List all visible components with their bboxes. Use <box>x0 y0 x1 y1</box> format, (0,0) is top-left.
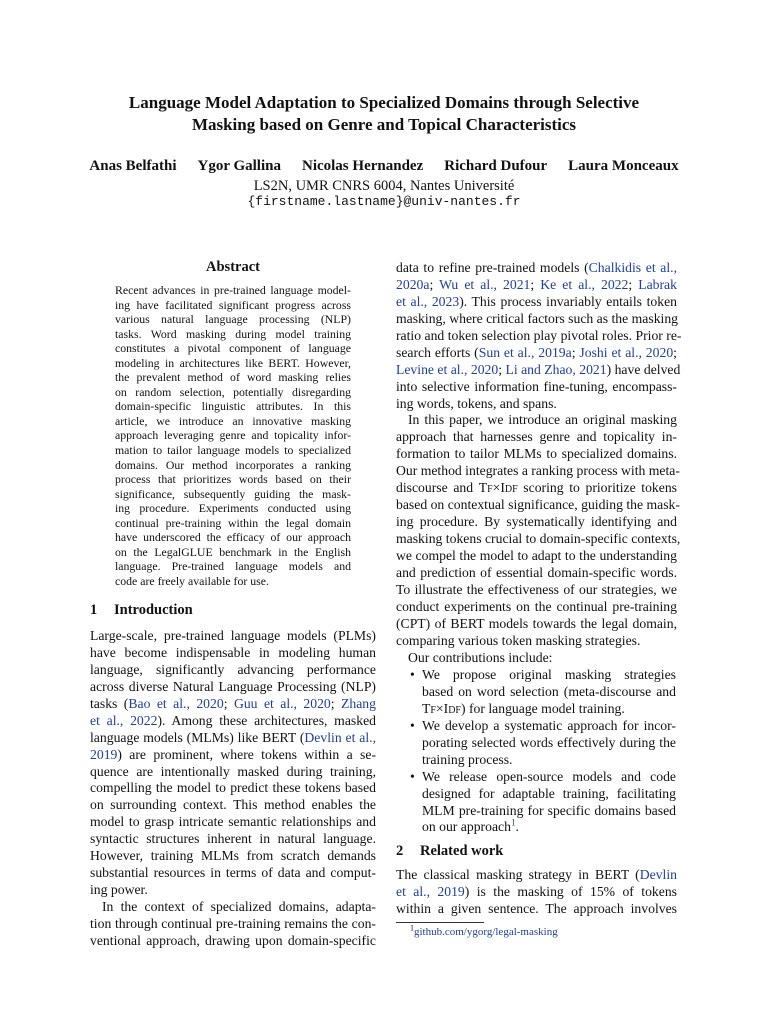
author-name: Richard Dufour <box>444 158 548 174</box>
abstract-line: language. Pre-trained language models and <box>115 559 351 574</box>
citation-link[interactable]: Levine et al., 2020 <box>396 361 499 377</box>
text-line: We develop a systematic approach for incor- <box>422 717 676 733</box>
text-line: To illustrate the effectiveness of our strategies, we <box>396 581 677 597</box>
text-line: However, training MLMs from scratch demands <box>90 848 376 864</box>
text-run: ) have delved <box>606 361 681 377</box>
citation-link[interactable]: et al., 2023 <box>396 293 460 309</box>
text-line: porating selected words effectively during the <box>422 734 676 750</box>
text-run: ; <box>673 344 677 360</box>
text-run: ; <box>498 361 506 377</box>
affiliation: LS2N, UMR CNRS 6004, Nantes Université <box>253 178 515 194</box>
text-line: ratio and token selection play pivotal roles. Prior re- <box>396 327 682 343</box>
tfidf-term: Tf×Idf <box>478 480 518 496</box>
text-line: masking, where critical factors such as the masking <box>396 310 679 326</box>
bullet-icon: • <box>410 768 415 784</box>
abstract-line: modeling in architectures like BERT. However, <box>115 355 351 370</box>
introduction-body <box>90 628 376 950</box>
text-line: We release open-source models and code <box>422 768 676 784</box>
abstract-line: domains. Our method incorporates a ranking <box>115 457 351 472</box>
author-list <box>60 156 708 176</box>
abstract-line: have underscored the efficacy of our approach <box>115 530 351 545</box>
author-name: Anas Belfathi <box>89 158 177 174</box>
author-email: {firstname.lastname}@univ-nantes.fr <box>247 194 521 209</box>
abstract-line: various natural language processing (NLP) <box>115 312 351 327</box>
text-line <box>90 747 376 764</box>
text-run: on our approach <box>422 819 511 835</box>
text-run: . <box>515 819 519 835</box>
list-item <box>410 718 676 769</box>
text-line: on surrounding context. This method enables the <box>90 797 376 813</box>
footnote <box>410 925 558 939</box>
text-run: ; <box>429 276 440 292</box>
abstract-body <box>115 283 351 588</box>
right-column-body <box>396 260 682 667</box>
text-line: conduct experiments on the continual pre-training <box>396 598 677 614</box>
text-run: ) are prominent, where tokens within a se- <box>117 746 376 762</box>
citation-link[interactable]: Ke et al., 2022 <box>540 276 629 292</box>
section-number: 2 <box>396 843 404 859</box>
text-run: ). This process invariably entails token <box>459 293 677 309</box>
text-run: scoring to prioritize tokens <box>517 480 677 496</box>
text-line: ventional approach, drawing upon domain-specific <box>90 932 376 948</box>
text-run: ; <box>330 695 342 711</box>
abstract-line: continual pre-training within the legal domain <box>115 515 351 530</box>
text-line: In this paper, we introduce an original masking <box>408 412 677 428</box>
abstract-line: significance, subsequently guiding the mask- <box>115 486 351 501</box>
citation-link[interactable]: Labrak <box>638 276 677 292</box>
related-work-body <box>396 867 677 918</box>
author-name: Laura Monceaux <box>568 158 679 174</box>
section-number: 1 <box>90 602 98 618</box>
abstract-line: article, we introduce an innovative masking <box>115 413 351 428</box>
text-line: quence are intentionally masked during training, <box>90 763 376 779</box>
text-line <box>90 696 376 713</box>
section-title: Introduction <box>114 602 193 618</box>
abstract-line: the prevalent method of word masking relies <box>115 370 351 385</box>
abstract-line: tasks. Word masking during model training <box>115 326 351 341</box>
citation-link[interactable]: Wu et al., 2021 <box>439 276 531 292</box>
text-line: Our contributions include: <box>408 649 553 665</box>
text-line: formation to tailor MLMs to specialized domains. <box>396 446 677 462</box>
author-name: Nicolas Hernandez <box>301 158 424 174</box>
text-line: ing power. <box>90 882 148 898</box>
contributions-list <box>410 667 676 836</box>
text-line: we compel the model to adapt to the understanding <box>396 547 677 563</box>
section-title: Related work <box>420 843 504 859</box>
text-line: syntactic structures inherent in natural language. <box>90 831 376 847</box>
text-line <box>396 361 681 379</box>
abstract-line: constitutes a pivotal component of language <box>115 341 351 356</box>
list-item <box>410 667 676 718</box>
text-run: ) for language model training. <box>460 700 625 716</box>
text-line <box>396 480 677 497</box>
abstract-line: on the LegalGLUE benchmark in the English <box>115 544 351 559</box>
text-run: ). Among these architectures, masked <box>157 712 376 728</box>
citation-link[interactable]: Zhang <box>341 695 376 711</box>
citation-link[interactable]: Devlin <box>639 867 677 882</box>
text-line: training process. <box>422 751 513 767</box>
text-run: discourse and <box>396 480 479 496</box>
tfidf-term: Tf×Idf <box>422 700 461 716</box>
text-line <box>90 730 376 747</box>
abstract-heading: Abstract <box>206 259 260 275</box>
text-line <box>90 713 376 730</box>
citation-link[interactable]: Devlin et al., <box>304 729 376 745</box>
abstract-line: mation to tailor language models to specialized <box>115 443 351 458</box>
text-line: comparing various token masking strategies. <box>396 632 641 648</box>
text-line: (CPT) of BERT models towards the legal domain, <box>396 615 677 631</box>
text-line: Large-scale, pre-trained language models (PLMs) <box>90 628 376 643</box>
citation-link[interactable]: Joshi et al., 2020 <box>579 344 674 360</box>
text-line: into selective information fine-tuning, encompass- <box>396 378 677 394</box>
text-line: based on contextual significance, guiding the mask- <box>396 497 680 513</box>
repository-link[interactable]: github.com/ygorg/legal-masking <box>414 926 558 938</box>
title-line-1: Language Model Adaptation to Specialized Domains through Selective <box>128 93 640 112</box>
abstract-line: domain-specific linguistic attributes. In this <box>115 399 351 414</box>
text-line: and prediction of essential domain-specific words. <box>396 564 677 580</box>
text-run: ) is the masking of 15% of tokens <box>464 883 677 899</box>
citation-link[interactable]: 2019 <box>90 746 118 762</box>
abstract-line: process that prioritizes words based on their <box>115 472 351 487</box>
text-line: compelling the model to predict these tokens based <box>90 780 376 796</box>
abstract-line: code are freely available for use. <box>115 573 269 588</box>
paper-title <box>60 92 708 136</box>
text-line <box>396 345 677 362</box>
author-name: Ygor Gallina <box>197 158 281 174</box>
abstract-line: ing have facilitated significant progress across <box>115 297 351 312</box>
citation-link[interactable]: Sun et al., 2019a <box>478 344 572 360</box>
text-run: tasks ( <box>90 695 129 711</box>
text-line: based on word selection (meta-discourse and <box>422 683 676 699</box>
title-line-2: Masking based on Genre and Topical Characteristics <box>191 115 577 134</box>
citation-link[interactable]: et al., 2019 <box>396 883 465 899</box>
citation-link[interactable]: et al., 2022 <box>90 712 158 728</box>
text-line: have become indispensable in modeling human <box>90 644 376 660</box>
text-line: within a given sentence. The approach involves <box>396 900 677 916</box>
text-run: search efforts ( <box>396 344 479 360</box>
text-line <box>422 701 676 718</box>
text-line: MLM pre-training for specific domains based <box>422 802 676 818</box>
text-line: Our method integrates a ranking process with meta- <box>396 463 680 479</box>
text-line: language, significantly advancing performance <box>90 661 376 677</box>
citation-link[interactable]: Guu et al., 2020 <box>233 695 331 711</box>
footnote-marker[interactable]: 1 <box>510 817 516 828</box>
text-run: language models (MLMs) like BERT ( <box>90 729 305 745</box>
text-run: ; <box>223 695 234 711</box>
text-line: In the context of specialized domains, adapta- <box>102 899 376 914</box>
text-line: approach that harnesses genre and topicality in- <box>396 429 677 445</box>
text-line: across diverse Natural Language Processing (NLP) <box>90 678 376 694</box>
text-line: model to grasp intricate semantic relationships and <box>90 814 376 830</box>
citation-link[interactable]: Chalkidis et al., <box>588 260 677 275</box>
text-line <box>396 277 677 294</box>
text-line: masking tokens crucial to domain-specific contexts, <box>396 531 681 546</box>
bullet-icon: • <box>410 667 415 682</box>
text-line <box>422 819 676 836</box>
abstract-line: ing procedure. Experiments conducted using <box>115 501 351 516</box>
text-run: data to refine pre-trained models ( <box>396 260 589 275</box>
text-run: ; <box>628 276 639 292</box>
abstract-line: Recent advances in pre-trained language model- <box>115 283 351 297</box>
text-line <box>396 294 677 311</box>
text-line: substantial resources in terms of data and comput- <box>90 865 376 881</box>
text-line: designed for adaptable training, facilitating <box>422 785 676 801</box>
bullet-icon: • <box>410 717 415 733</box>
abstract-line: approach leveraging genre and topicality infor- <box>115 428 351 443</box>
text-line: ing procedure. By systematically identifying and <box>396 514 677 530</box>
text-line: tion through continual pre-training remains the con- <box>90 915 376 931</box>
footnote-mark: 1 <box>410 923 414 933</box>
text-line <box>396 260 677 277</box>
citation-link[interactable]: 2020a <box>396 276 430 292</box>
text-run: The classical masking strategy in BERT ( <box>396 867 640 882</box>
text-line <box>396 884 677 901</box>
section-heading-related-work <box>396 841 503 861</box>
citation-link[interactable]: Bao et al., 2020 <box>128 695 224 711</box>
list-item <box>410 769 676 837</box>
section-heading-introduction <box>90 600 193 620</box>
text-run: ; <box>571 344 580 360</box>
text-line: We propose original masking strategies <box>422 667 676 682</box>
text-line: ing words, tokens, and spans. <box>396 395 557 411</box>
text-line <box>396 867 677 884</box>
text-run: ; <box>530 276 541 292</box>
abstract-line: on random selection, potentially disregarding <box>115 384 351 399</box>
citation-link[interactable]: Li and Zhao, 2021 <box>505 361 607 377</box>
